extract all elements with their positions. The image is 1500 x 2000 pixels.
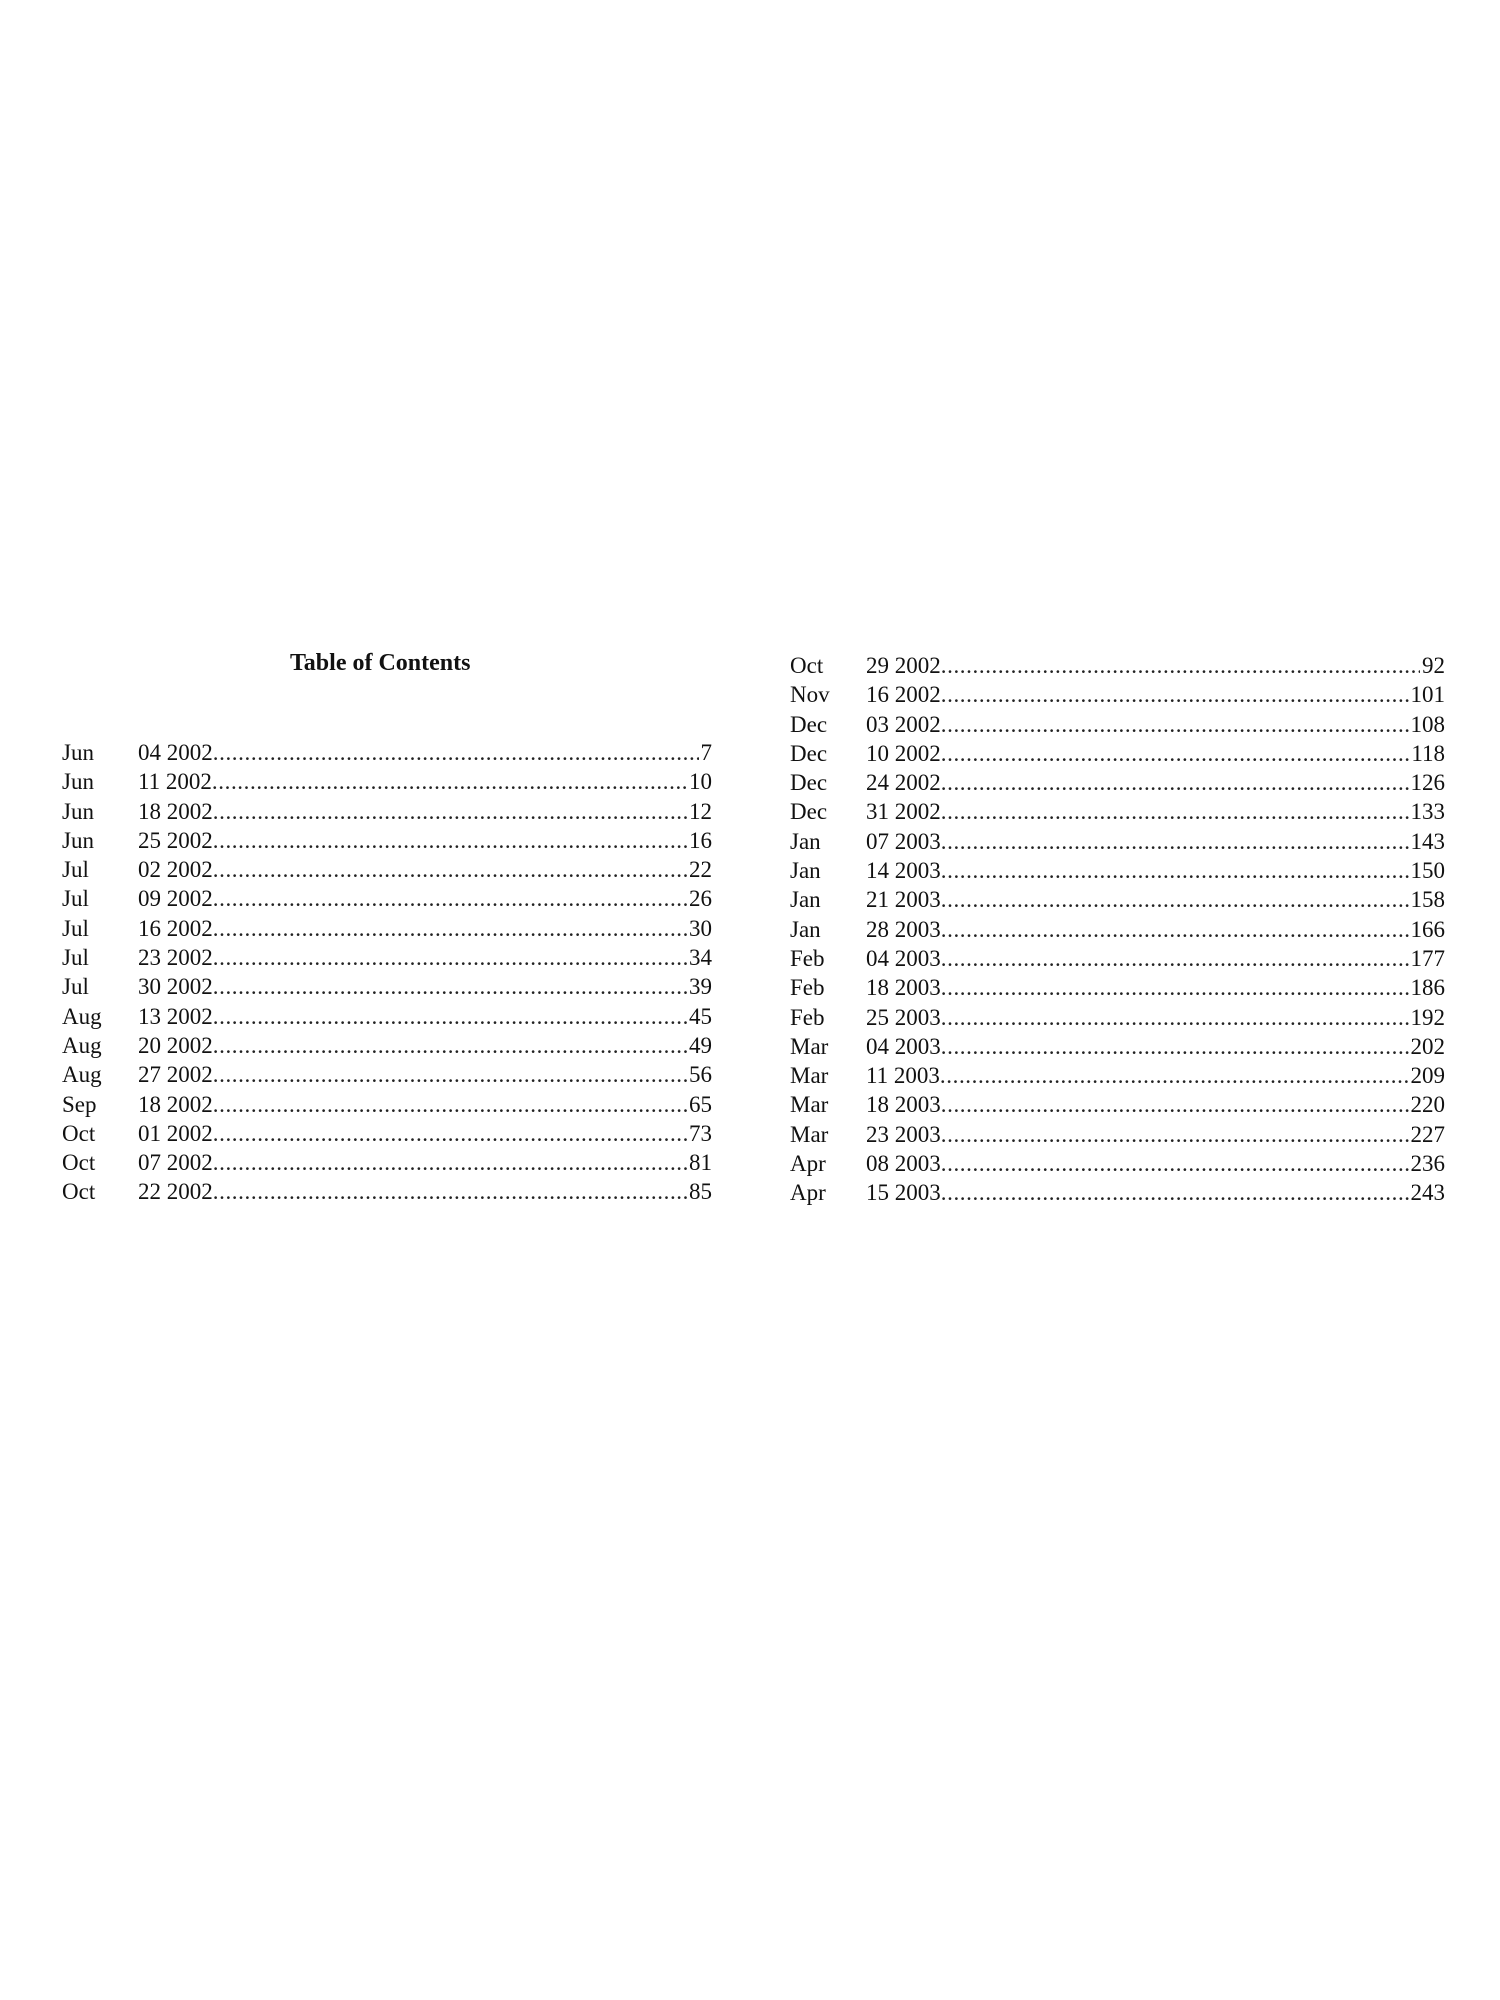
toc-entry-month: Mar — [790, 1033, 829, 1059]
dot-leader — [941, 973, 1409, 1002]
toc-entry-date: 20 2002 — [138, 1032, 213, 1058]
toc-entry-page-number: 202 — [1410, 1033, 1445, 1059]
toc-entry-page-number: 150 — [1410, 858, 1445, 884]
toc-entry-month: Jun — [62, 827, 94, 853]
dot-leader — [941, 739, 1410, 768]
toc-entry-page-number: 209 — [1410, 1063, 1445, 1089]
toc-entry-page-number: 92 — [1422, 653, 1445, 678]
toc-entry-month: Oct — [790, 653, 824, 678]
toc-entry-month: Jun — [62, 769, 94, 795]
dot-leader — [213, 1031, 687, 1060]
toc-entry-month: Jan — [790, 858, 821, 884]
toc-entry-date: 07 2003 — [866, 828, 941, 854]
toc-entry-page-number: 118 — [1411, 740, 1445, 766]
dot-leader — [213, 1060, 687, 1089]
toc-entry — [62, 884, 712, 913]
toc-entry-page-number: 26 — [689, 886, 712, 912]
toc-entry — [62, 1002, 712, 1031]
toc-entry-month: Jan — [790, 828, 821, 854]
toc-entry-month: Mar — [790, 1121, 829, 1147]
toc-entry — [790, 797, 1445, 826]
toc-entry-date: 01 2002 — [138, 1120, 213, 1146]
dot-leader — [941, 915, 1409, 944]
toc-entry-page-number: 30 — [689, 915, 712, 941]
toc-entry-month: Dec — [790, 711, 828, 737]
toc-entry — [62, 914, 712, 943]
toc-entry — [62, 738, 712, 767]
toc-entry-month: Jul — [62, 945, 89, 971]
toc-entry-date: 04 2003 — [866, 945, 941, 971]
toc-entry — [62, 797, 712, 826]
dot-leader — [941, 1090, 1409, 1119]
dot-leader — [213, 826, 687, 855]
toc-entry-month: Apr — [790, 1180, 826, 1206]
toc-entry — [62, 972, 712, 1001]
toc-entry-date: 08 2003 — [866, 1151, 941, 1177]
toc-entry — [790, 739, 1445, 768]
toc-entry — [790, 944, 1445, 973]
toc-entry-date: 16 2002 — [866, 682, 941, 708]
toc-entry-date: 25 2002 — [138, 827, 213, 853]
toc-entry-date: 23 2003 — [866, 1121, 941, 1147]
dot-leader — [213, 972, 687, 1001]
toc-entry-date: 27 2002 — [138, 1062, 213, 1088]
dot-leader — [213, 1148, 687, 1177]
toc-entry-date: 18 2003 — [866, 975, 941, 1001]
toc-entry — [62, 1031, 712, 1060]
dot-leader — [213, 1002, 687, 1031]
toc-entry-month: Feb — [790, 975, 825, 1001]
toc-entry-date: 14 2003 — [866, 858, 941, 884]
toc-entry — [790, 915, 1445, 944]
toc-entry-page-number: 85 — [689, 1179, 712, 1205]
toc-entry-page-number: 39 — [689, 974, 712, 1000]
toc-entry-date: 31 2002 — [866, 799, 941, 825]
toc-entry-date: 21 2003 — [866, 887, 941, 913]
toc-entry-page-number: 243 — [1410, 1180, 1445, 1206]
dot-leader — [213, 855, 687, 884]
dot-leader — [941, 768, 1409, 797]
toc-entry — [790, 768, 1445, 797]
toc-entry-page-number: 73 — [689, 1120, 712, 1146]
toc-entry — [790, 827, 1445, 856]
dot-leader — [213, 914, 687, 943]
toc-entry — [790, 1090, 1445, 1119]
toc-entry-month: Jul — [62, 857, 89, 883]
toc-entry-month: Dec — [790, 799, 828, 825]
toc-entry — [62, 1119, 712, 1148]
toc-entry-month: Jul — [62, 915, 89, 941]
toc-entry-date: 18 2002 — [138, 1091, 213, 1117]
toc-entry-page-number: 81 — [689, 1150, 712, 1176]
toc-entry-page-number: 65 — [689, 1091, 712, 1117]
toc-entry — [62, 767, 712, 796]
toc-entry-date: 13 2002 — [138, 1003, 213, 1029]
toc-entry-page-number: 126 — [1410, 770, 1445, 796]
toc-entry-month: Sep — [62, 1091, 97, 1117]
toc-entry — [790, 973, 1445, 1002]
toc-entry — [790, 1120, 1445, 1149]
dot-leader — [213, 1177, 687, 1206]
toc-entry — [790, 1149, 1445, 1178]
toc-entry-date: 16 2002 — [138, 915, 213, 941]
toc-entry-month: Dec — [790, 770, 828, 796]
dot-leader — [941, 1149, 1409, 1178]
toc-entry-page-number: 108 — [1410, 711, 1445, 737]
toc-entry-page-number: 45 — [689, 1003, 712, 1029]
toc-entry-date: 10 2002 — [866, 740, 941, 766]
toc-entry-month: Nov — [790, 682, 830, 708]
dot-leader — [213, 1090, 687, 1119]
toc-entry-date: 30 2002 — [138, 974, 213, 1000]
toc-entry — [790, 1032, 1445, 1061]
toc-entry-page-number: 22 — [689, 857, 712, 883]
dot-leader — [941, 1178, 1409, 1207]
toc-entry — [790, 1061, 1445, 1090]
toc-column-right — [790, 651, 1445, 1208]
toc-entry-page-number: 10 — [689, 769, 712, 795]
dot-leader — [941, 885, 1409, 914]
toc-entry-month: Feb — [790, 945, 825, 971]
dot-leader — [941, 680, 1409, 709]
dot-leader — [213, 943, 687, 972]
toc-entry-month: Mar — [790, 1063, 829, 1089]
toc-entry — [62, 1148, 712, 1177]
toc-entry — [790, 885, 1445, 914]
toc-entry-month: Oct — [62, 1179, 96, 1205]
toc-entry-month: Aug — [62, 1032, 102, 1058]
toc-entry — [62, 855, 712, 884]
toc-entry-month: Jan — [790, 916, 821, 942]
dot-leader — [941, 651, 1420, 680]
toc-entry-page-number: 7 — [700, 740, 712, 765]
toc-entry-page-number: 143 — [1410, 828, 1445, 854]
toc-entry-date: 04 2002 — [138, 740, 213, 765]
toc-entry-month: Jul — [62, 886, 89, 912]
toc-column-left — [62, 738, 712, 1207]
toc-entry-page-number: 158 — [1410, 887, 1445, 913]
toc-entry-page-number: 236 — [1410, 1151, 1445, 1177]
toc-entry-page-number: 186 — [1410, 975, 1445, 1001]
toc-entry-month: Mar — [790, 1092, 829, 1118]
toc-entry-month: Jan — [790, 887, 821, 913]
dot-leader — [941, 1120, 1409, 1149]
toc-entry — [62, 943, 712, 972]
toc-entry-month: Jul — [62, 974, 89, 1000]
toc-entry-date: 28 2003 — [866, 916, 941, 942]
toc-entry-date: 07 2002 — [138, 1150, 213, 1176]
dot-leader — [941, 797, 1409, 826]
toc-entry-month: Oct — [62, 1150, 96, 1176]
toc-entry — [790, 710, 1445, 739]
dot-leader — [941, 827, 1409, 856]
dot-leader — [213, 738, 699, 767]
toc-entry-page-number: 101 — [1410, 682, 1445, 708]
dot-leader — [213, 1119, 687, 1148]
toc-entry-page-number: 177 — [1410, 945, 1445, 971]
toc-entry — [62, 1090, 712, 1119]
toc-entry-date: 29 2002 — [866, 653, 941, 678]
toc-entry-month: Apr — [790, 1151, 826, 1177]
toc-entry — [790, 1003, 1445, 1032]
toc-entry-date: 18 2003 — [866, 1092, 941, 1118]
toc-entry-date: 25 2003 — [866, 1004, 941, 1030]
toc-entry-page-number: 166 — [1410, 916, 1445, 942]
toc-entry-date: 03 2002 — [866, 711, 941, 737]
dot-leader — [941, 944, 1409, 973]
dot-leader — [941, 1032, 1409, 1061]
toc-entry — [62, 826, 712, 855]
dot-leader — [212, 767, 687, 796]
toc-entry-page-number: 227 — [1410, 1121, 1445, 1147]
dot-leader — [213, 884, 687, 913]
toc-entry — [62, 1060, 712, 1089]
toc-entry-date: 09 2002 — [138, 886, 213, 912]
dot-leader — [213, 797, 687, 826]
toc-entry-month: Oct — [62, 1120, 96, 1146]
toc-entry-page-number: 133 — [1410, 799, 1445, 825]
toc-entry-month: Jun — [62, 740, 94, 765]
toc-entry-date: 22 2002 — [138, 1179, 213, 1205]
toc-entry-month: Feb — [790, 1004, 825, 1030]
toc-entry-page-number: 49 — [689, 1032, 712, 1058]
toc-entry-month: Aug — [62, 1003, 102, 1029]
toc-entry-date: 23 2002 — [138, 945, 213, 971]
toc-entry-page-number: 34 — [689, 945, 712, 971]
page-title: Table of Contents — [290, 650, 471, 676]
toc-entry-page-number: 56 — [689, 1062, 712, 1088]
toc-entry-date: 02 2002 — [138, 857, 213, 883]
toc-entry-date: 11 2003 — [866, 1063, 940, 1089]
toc-entry-date: 11 2002 — [138, 769, 212, 795]
toc-entry-month: Jun — [62, 798, 94, 824]
toc-entry-page-number: 192 — [1410, 1004, 1445, 1030]
toc-entry-month: Aug — [62, 1062, 102, 1088]
toc-entry — [790, 680, 1445, 709]
toc-entry-month: Dec — [790, 740, 828, 766]
toc-entry-page-number: 16 — [689, 827, 712, 853]
dot-leader — [941, 1003, 1409, 1032]
toc-entry — [790, 651, 1445, 680]
dot-leader — [941, 856, 1409, 885]
toc-entry-page-number: 12 — [689, 798, 712, 824]
toc-entry — [790, 856, 1445, 885]
dot-leader — [941, 710, 1409, 739]
toc-entry — [62, 1177, 712, 1206]
toc-entry-date: 18 2002 — [138, 798, 213, 824]
toc-entry-page-number: 220 — [1410, 1092, 1445, 1118]
toc-entry-date: 24 2002 — [866, 770, 941, 796]
dot-leader — [940, 1061, 1409, 1090]
toc-entry-date: 15 2003 — [866, 1180, 941, 1206]
toc-entry-date: 04 2003 — [866, 1033, 941, 1059]
toc-entry — [790, 1178, 1445, 1207]
